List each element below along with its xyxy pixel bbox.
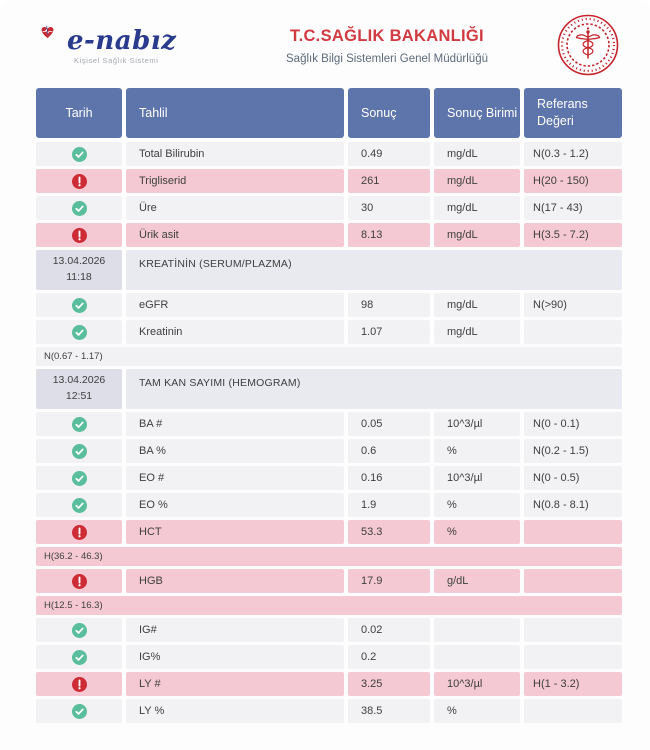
unit-cell xyxy=(434,645,520,669)
exclamation-circle-icon xyxy=(72,525,87,540)
result-cell: 1.07 xyxy=(348,320,430,344)
table-row xyxy=(36,142,622,166)
result-cell: 38.5 xyxy=(348,699,430,723)
status-cell xyxy=(36,223,122,247)
col-header-sonuc: Sonuç xyxy=(348,88,430,138)
brand-tagline: Kişisel Sağlık Sistemi xyxy=(74,56,159,65)
table-row xyxy=(36,412,622,436)
col-header-sonuc-birimi: Sonuç Birimi xyxy=(434,88,520,138)
check-circle-icon xyxy=(72,704,87,719)
table-row xyxy=(36,645,622,669)
table-row xyxy=(36,169,622,193)
brand-text: e-nabız xyxy=(67,26,177,56)
result-cell: 0.6 xyxy=(348,439,430,463)
table-row xyxy=(36,569,622,593)
unit-cell: 10^3/µl xyxy=(434,412,520,436)
result-cell: 98 xyxy=(348,293,430,317)
result-cell: 3.25 xyxy=(348,672,430,696)
test-name-cell: HGB xyxy=(126,569,344,593)
col-header-referans: Referans Değeri xyxy=(524,88,622,138)
results-table xyxy=(36,88,622,723)
result-cell: 0.05 xyxy=(348,412,430,436)
exclamation-circle-icon xyxy=(72,677,87,692)
unit-cell: mg/dL xyxy=(434,169,520,193)
test-name-cell: BA # xyxy=(126,412,344,436)
test-name-cell: BA % xyxy=(126,439,344,463)
status-cell xyxy=(36,520,122,544)
status-cell xyxy=(36,320,122,344)
test-name-cell: HCT xyxy=(126,520,344,544)
reference-cell xyxy=(524,645,622,669)
group-date-cell xyxy=(36,250,122,290)
group-date-cell xyxy=(36,369,122,409)
result-cell: 0.49 xyxy=(348,142,430,166)
exclamation-circle-icon xyxy=(72,174,87,189)
status-cell xyxy=(36,493,122,517)
group-date: 13.04.2026 xyxy=(52,374,106,387)
table-row xyxy=(36,672,622,696)
reference-overflow-row xyxy=(36,596,622,615)
table-row xyxy=(36,520,622,544)
status-cell xyxy=(36,439,122,463)
check-circle-icon xyxy=(72,471,87,486)
table-row xyxy=(36,439,622,463)
group-title-cell: TAM KAN SAYIMI (HEMOGRAM) xyxy=(126,369,622,409)
reference-cell: N(0.2 - 1.5) xyxy=(524,439,622,463)
col-header-tahlil: Tahlil xyxy=(126,88,344,138)
status-cell xyxy=(36,699,122,723)
reference-overflow-text: N(0.67 - 1.17) xyxy=(36,347,622,366)
unit-cell: 10^3/µl xyxy=(434,466,520,490)
status-cell xyxy=(36,672,122,696)
unit-cell: g/dL xyxy=(434,569,520,593)
group-date: 13.04.2026 xyxy=(52,255,106,268)
table-row xyxy=(36,618,622,642)
reference-cell: N(0 - 0.1) xyxy=(524,412,622,436)
title-block xyxy=(220,25,554,65)
test-name-cell: LY % xyxy=(126,699,344,723)
report-header xyxy=(0,0,650,88)
reference-cell: N(>90) xyxy=(524,293,622,317)
status-cell xyxy=(36,645,122,669)
result-cell: 261 xyxy=(348,169,430,193)
test-name-cell: Total Bilirubin xyxy=(126,142,344,166)
unit-cell: mg/dL xyxy=(434,223,520,247)
status-cell xyxy=(36,293,122,317)
check-circle-icon xyxy=(72,298,87,313)
unit-cell: % xyxy=(434,520,520,544)
check-circle-icon xyxy=(72,623,87,638)
unit-cell: % xyxy=(434,439,520,463)
status-cell xyxy=(36,618,122,642)
check-circle-icon xyxy=(72,444,87,459)
result-cell: 0.2 xyxy=(348,645,430,669)
unit-cell: mg/dL xyxy=(434,196,520,220)
status-cell xyxy=(36,142,122,166)
status-cell xyxy=(36,569,122,593)
test-name-cell: Üre xyxy=(126,196,344,220)
test-name-cell: IG# xyxy=(126,618,344,642)
ministry-subtitle: Sağlık Bilgi Sistemleri Genel Müdürlüğü xyxy=(286,53,488,65)
test-name-cell: EO # xyxy=(126,466,344,490)
unit-cell: % xyxy=(434,699,520,723)
table-row xyxy=(36,293,622,317)
enabiz-logo xyxy=(40,25,220,65)
table-body xyxy=(36,142,622,723)
result-cell: 0.02 xyxy=(348,618,430,642)
reference-cell: H(3.5 - 7.2) xyxy=(524,223,622,247)
group-row xyxy=(36,369,622,409)
table-row xyxy=(36,699,622,723)
test-name-cell: Ürik asit xyxy=(126,223,344,247)
reference-cell: H(1 - 3.2) xyxy=(524,672,622,696)
check-circle-icon xyxy=(72,498,87,513)
exclamation-circle-icon xyxy=(72,228,87,243)
test-name-cell: LY # xyxy=(126,672,344,696)
group-time: 12:51 xyxy=(65,390,93,402)
result-cell: 8.13 xyxy=(348,223,430,247)
reference-overflow-text: H(36.2 - 46.3) xyxy=(36,547,622,566)
test-name-cell: EO % xyxy=(126,493,344,517)
unit-cell: mg/dL xyxy=(434,293,520,317)
status-cell xyxy=(36,466,122,490)
unit-cell xyxy=(434,618,520,642)
reference-overflow-row xyxy=(36,547,622,566)
table-header-row xyxy=(36,88,622,138)
result-cell: 30 xyxy=(348,196,430,220)
reference-cell xyxy=(524,320,622,344)
unit-cell: mg/dL xyxy=(434,320,520,344)
table-row xyxy=(36,223,622,247)
col-header-tarih: Tarih xyxy=(36,88,122,138)
reference-cell: N(0.8 - 8.1) xyxy=(524,493,622,517)
reference-overflow-text: H(12.5 - 16.3) xyxy=(36,596,622,615)
reference-cell xyxy=(524,699,622,723)
check-circle-icon xyxy=(72,201,87,216)
ministry-title: T.C.SAĞLIK BAKANLIĞI xyxy=(290,27,484,45)
reference-cell: N(17 - 43) xyxy=(524,196,622,220)
reference-overflow-row xyxy=(36,347,622,366)
table-row xyxy=(36,320,622,344)
check-circle-icon xyxy=(72,650,87,665)
status-cell xyxy=(36,169,122,193)
result-cell: 53.3 xyxy=(348,520,430,544)
reference-cell xyxy=(524,569,622,593)
check-circle-icon xyxy=(72,147,87,162)
test-name-cell: Trigliserid xyxy=(126,169,344,193)
test-name-cell: IG% xyxy=(126,645,344,669)
status-cell xyxy=(36,412,122,436)
status-cell xyxy=(36,196,122,220)
reference-cell: H(20 - 150) xyxy=(524,169,622,193)
check-circle-icon xyxy=(72,417,87,432)
result-cell: 17.9 xyxy=(348,569,430,593)
reference-cell: N(0.3 - 1.2) xyxy=(524,142,622,166)
table-row xyxy=(36,466,622,490)
test-name-cell: eGFR xyxy=(126,293,344,317)
exclamation-circle-icon xyxy=(72,574,87,589)
ministry-seal-icon xyxy=(554,13,620,77)
group-title-cell: KREATİNİN (SERUM/PLAZMA) xyxy=(126,250,622,290)
result-cell: 1.9 xyxy=(348,493,430,517)
group-row xyxy=(36,250,622,290)
check-circle-icon xyxy=(72,325,87,340)
table-row xyxy=(36,493,622,517)
unit-cell: % xyxy=(434,493,520,517)
reference-cell: N(0 - 0.5) xyxy=(524,466,622,490)
group-time: 11:18 xyxy=(66,271,92,283)
reference-cell xyxy=(524,520,622,544)
unit-cell: 10^3/µl xyxy=(434,672,520,696)
reference-cell xyxy=(524,618,622,642)
result-cell: 0.16 xyxy=(348,466,430,490)
test-name-cell: Kreatinin xyxy=(126,320,344,344)
unit-cell: mg/dL xyxy=(434,142,520,166)
table-row xyxy=(36,196,622,220)
